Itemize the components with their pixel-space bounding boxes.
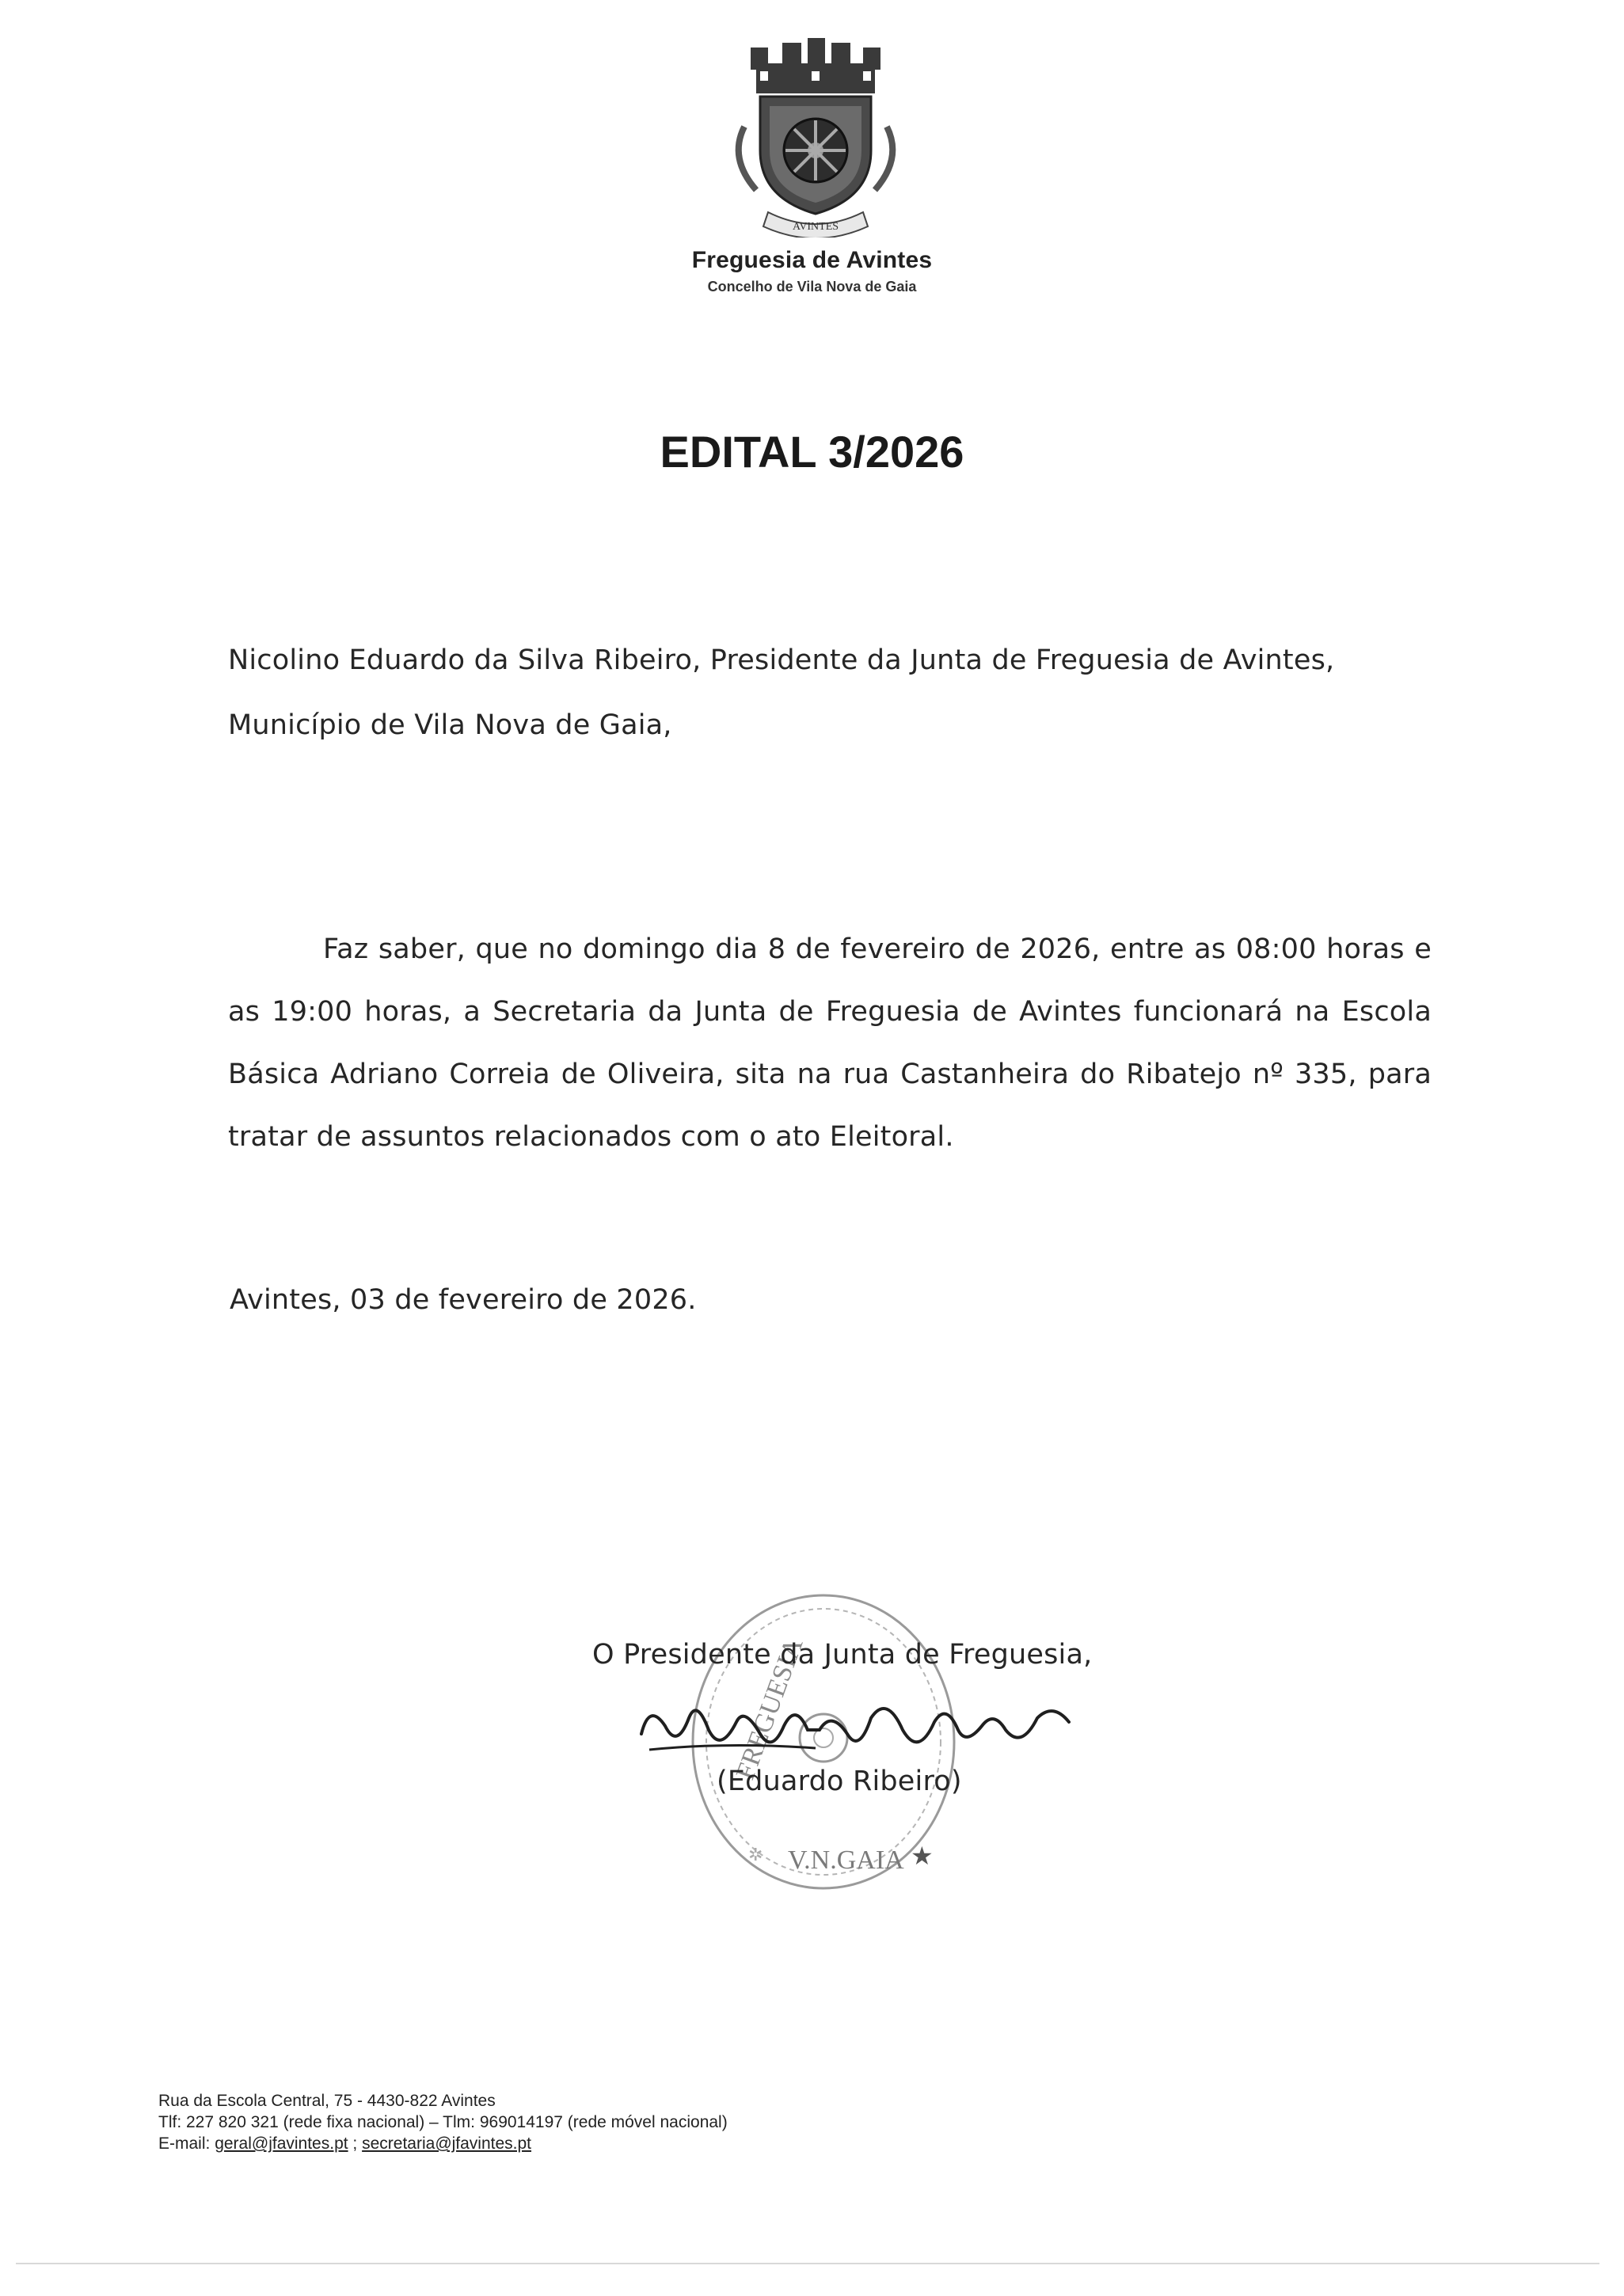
svg-text:AVINTES: AVINTES xyxy=(792,221,839,233)
handwritten-signature-icon xyxy=(633,1686,1077,1773)
page-edge-divider xyxy=(16,2263,1599,2264)
email-link-secretaria[interactable]: secretaria@jfavintes.pt xyxy=(362,2134,532,2153)
svg-text:★: ★ xyxy=(911,1841,934,1871)
notice-paragraph: Faz saber, que no domingo dia 8 de fevereiro de 2026, entre as 08:00 horas e as 19:00 horas, a Secretaria da Junta de Freguesia de Avintes funcionará na Escola Básica Adriano Correia de Oliveira, sita na rua Castanheira do Ribatejo nº 335, para tratar de assuntos relacionados com o ato Eleitoral. xyxy=(228,933,1432,1153)
coat-of-arms-icon xyxy=(713,32,918,238)
organization-subtitle: Concelho de Vila Nova de Gaia xyxy=(707,279,917,295)
footer-address: Rua da Escola Central, 75 - 4430-822 Avintes xyxy=(158,2092,496,2110)
footer-email-line xyxy=(158,2133,728,2154)
signatory-role: O Presidente da Junta de Freguesia, xyxy=(592,1639,1093,1671)
page-title: EDITAL 3/2026 xyxy=(660,427,964,477)
svg-text:✲: ✲ xyxy=(748,1846,763,1865)
email-link-geral[interactable]: geral@jfavintes.pt xyxy=(215,2134,348,2153)
place-date: Avintes, 03 de fevereiro de 2026. xyxy=(230,1284,697,1316)
signatory-name: (Eduardo Ribeiro) xyxy=(717,1766,962,1797)
email-separator: ; xyxy=(348,2134,363,2153)
svg-text:FREGUESIA: FREGUESIA xyxy=(730,1634,809,1784)
intro-paragraph: Nicolino Eduardo da Silva Ribeiro, Presidente da Junta de Freguesia de Avintes, Município de Vila Nova de Gaia, xyxy=(228,644,1335,741)
svg-text:V.N.GAIA: V.N.GAIA xyxy=(788,1846,904,1875)
footer-phones: Tlf: 227 820 321 (rede fixa nacional) – Tlm: 969014197 (rede móvel nacional) xyxy=(158,2113,728,2131)
footer-email-label: E-mail: xyxy=(158,2134,215,2153)
footer-contacts xyxy=(158,2090,728,2154)
organization-name: Freguesia de Avintes xyxy=(691,247,933,273)
